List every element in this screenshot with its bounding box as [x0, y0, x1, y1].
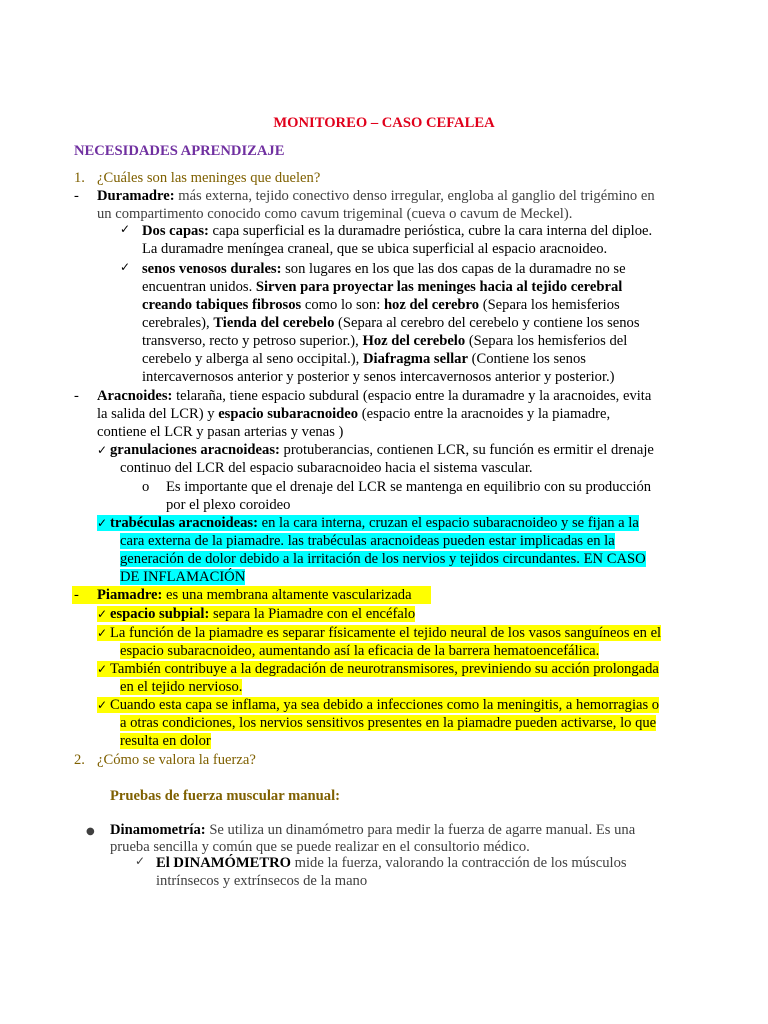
- aracnoides-line-2: [97, 405, 610, 423]
- senos-text: (Contiene los senos: [471, 351, 586, 367]
- funcion-line-1: [97, 624, 661, 642]
- inflama-text: resulta en dolor: [120, 733, 211, 749]
- senos-line-5: [142, 332, 627, 350]
- question-2-number: 2.: [74, 752, 85, 768]
- page-title: MONITOREO – CASO CEFALEA: [273, 115, 495, 131]
- subpial-text: separa la Piamadre con el encéfalo: [213, 606, 416, 622]
- senos-line-3: [142, 296, 620, 314]
- aracnoides-text: (espacio entre la aracnoides y la piamadre,: [361, 406, 611, 422]
- piamadre-text: es una membrana altamente vascularizada: [166, 587, 412, 603]
- aracnoides-text: la salida del LCR) y: [97, 406, 215, 422]
- pruebas-heading: Pruebas de fuerza muscular manual:: [110, 788, 340, 804]
- senos-text: cerebelo y alberga al seno occipital.),: [142, 351, 360, 367]
- senos-bold-text: Diafragma sellar: [362, 351, 468, 367]
- circle-bullet-icon: o: [142, 479, 150, 495]
- piamadre-heading: Piamadre:: [97, 587, 163, 603]
- section-heading: NECESIDADES APRENDIZAJE: [74, 143, 285, 159]
- aracnoides-text: telaraña, tiene espacio subdural (espacio entre la duramadre y la aracnoides, evita: [176, 388, 652, 404]
- senos-line-1: [142, 260, 626, 278]
- trabeculas-heading: trabéculas aracnoideas:: [110, 515, 258, 531]
- senos-text: como lo son:: [304, 297, 381, 313]
- funcion-text: espacio subaracnoideo, aumentando así la eficacia de la barrera hematoencefálica.: [120, 643, 600, 659]
- dos-capas-text: capa superficial es la duramadre perióstica, cubre la cara interna del diploe.: [212, 223, 653, 239]
- dash-bullet: -: [74, 587, 79, 603]
- checkmark-icon: ✓: [97, 516, 108, 530]
- senos-bold-text: creando tabiques fibrosos: [142, 297, 302, 313]
- question-2-text: ¿Cómo se valora la fuerza?: [97, 752, 256, 768]
- inflama-text: Cuando esta capa se inflama, ya sea debido a infecciones como la meningitis, a hemorragias o: [110, 697, 660, 713]
- dinamometria-heading: Dinamometría:: [110, 822, 206, 838]
- trabeculas-line-4: [120, 568, 245, 586]
- funcion-line-2: [120, 642, 599, 660]
- checkmark-icon: ✓: [97, 626, 108, 640]
- dinamometro-line-2: intrínsecos y extrínsecos de la mano: [156, 873, 368, 889]
- senos-bold-text: Sirven para proyectar las meninges hacia al tejido cerebral: [255, 279, 623, 295]
- inflama-line-3: [120, 732, 211, 750]
- dinamometria-line-1: [110, 821, 635, 839]
- checkmark-icon: ✓: [120, 260, 131, 274]
- senos-text: (Separa al cerebro del cerebelo y contiene los senos: [338, 315, 640, 331]
- dinamometro-line-1: [156, 854, 627, 872]
- dos-capas-heading: Dos capas:: [142, 223, 209, 239]
- trabeculas-line-2: [120, 532, 615, 550]
- dinamometria-line-2: prueba sencilla y común que se puede realizar en el consultorio médico.: [110, 839, 530, 855]
- duramadre-line-2: un compartimento conocido como cavum trigeminal (cueva o cavum de Meckel).: [97, 206, 573, 222]
- subpial-heading: espacio subpial:: [110, 606, 210, 622]
- senos-line-2: [142, 278, 622, 296]
- senos-text: transverso, recto y petroso superior.),: [142, 333, 359, 349]
- senos-bold-text: Tienda del cerebelo: [213, 315, 335, 331]
- checkmark-icon: ✓: [97, 662, 108, 676]
- aracnoides-line-1: [97, 387, 651, 405]
- inflama-text: a otras condiciones, los nervios sensitivos presentes en la piamadre pueden activarse, lo que: [120, 715, 657, 731]
- granulaciones-text: protuberancias, contienen LCR, su función es ermitir el drenaje: [283, 442, 654, 458]
- trabeculas-text: DE INFLAMACIÓN: [120, 569, 246, 585]
- question-1-text: ¿Cuáles son las meninges que duelen?: [97, 170, 321, 186]
- dinamometro-heading: El DINAMÓMETRO: [156, 855, 291, 871]
- senos-text: (Separa los hemisferios del: [468, 333, 628, 349]
- dos-capas-line-1: [142, 222, 652, 240]
- senos-text: son lugares en los que las dos capas de la duramadre no se: [285, 261, 626, 277]
- degradacion-text: También contribuye a la degradación de neurotransmisores, previniendo su acción prolongada: [110, 661, 659, 677]
- trabeculas-text: generación de dolor debido a la irritación de los nervios y tejidos circundantes. EN CASO: [120, 551, 646, 567]
- aracnoides-line-3: contiene el LCR y pasan arterias y venas ): [97, 424, 344, 440]
- importante-line-1: Es importante que el drenaje del LCR se mantenga en equilibrio con su producción: [166, 479, 652, 495]
- dinamometro-text: mide la fuerza, valorando la contracción de los músculos: [294, 855, 627, 871]
- importante-line-2: por el plexo coroideo: [166, 497, 291, 513]
- senos-bold-text: Hoz del cerebelo: [362, 333, 466, 349]
- granulaciones-heading: granulaciones aracnoideas:: [110, 442, 280, 458]
- checkmark-icon: ✓: [135, 854, 146, 868]
- funcion-text: La función de la piamadre es separar físicamente el tejido neural de los vasos sanguíneos en el: [110, 625, 662, 641]
- degradacion-line-1: [97, 660, 659, 678]
- degradacion-line-2: [120, 678, 242, 696]
- inflama-line-1: [97, 696, 659, 714]
- dash-bullet: -: [74, 188, 79, 204]
- checkmark-icon: ✓: [97, 698, 108, 712]
- checkmark-icon: ✓: [97, 607, 108, 621]
- trabeculas-line-3: [120, 550, 646, 568]
- piamadre-line-1: [97, 586, 412, 604]
- trabeculas-text: en la cara interna, cruzan el espacio subaracnoideo y se fijan a la: [261, 515, 639, 531]
- senos-line-7: intercavernosos anterior y posterior y senos intercavernosos anterior y posterior.): [142, 369, 615, 385]
- senos-text: encuentran unidos.: [142, 279, 253, 295]
- senos-text: (Separa los hemisferios: [482, 297, 620, 313]
- duramadre-text: más externa, tejido conectivo denso irregular, engloba al ganglio del trigémino en: [178, 188, 655, 204]
- trabeculas-text: cara externa de la piamadre. las trabéculas aracnoideas pueden estar implicadas en la: [120, 533, 615, 549]
- aracnoides-bold-text: espacio subaracnoideo: [218, 406, 359, 422]
- senos-heading: senos venosos durales:: [142, 261, 282, 277]
- degradacion-text: en el tejido nervioso.: [120, 679, 243, 695]
- duramadre-line-1: [97, 187, 655, 205]
- duramadre-heading: Duramadre:: [97, 188, 175, 204]
- aracnoides-heading: Aracnoides:: [97, 388, 173, 404]
- dos-capas-line-2: La duramadre meníngea craneal, que se ubica superficial al espacio aracnoideo.: [142, 241, 608, 257]
- granulaciones-line-2: continuo del LCR del espacio subaracnoideo hacia el sistema vascular.: [120, 460, 533, 476]
- senos-line-4: [142, 314, 640, 332]
- checkmark-icon: ✓: [97, 443, 108, 457]
- checkmark-icon: ✓: [120, 222, 131, 236]
- senos-line-6: [142, 350, 586, 368]
- senos-text: cerebrales),: [142, 315, 210, 331]
- inflama-line-2: [120, 714, 656, 732]
- dash-bullet: -: [74, 388, 79, 404]
- granulaciones-line-1: [97, 441, 654, 459]
- senos-bold-text: hoz del cerebro: [383, 297, 480, 313]
- trabeculas-line-1: [97, 514, 639, 532]
- subpial-line: [97, 605, 415, 623]
- dinamometria-text: Se utiliza un dinamómetro para medir la fuerza de agarre manual. Es una: [209, 822, 636, 838]
- bullet-dot-icon: ●: [86, 826, 95, 837]
- question-1-number: 1.: [74, 170, 85, 186]
